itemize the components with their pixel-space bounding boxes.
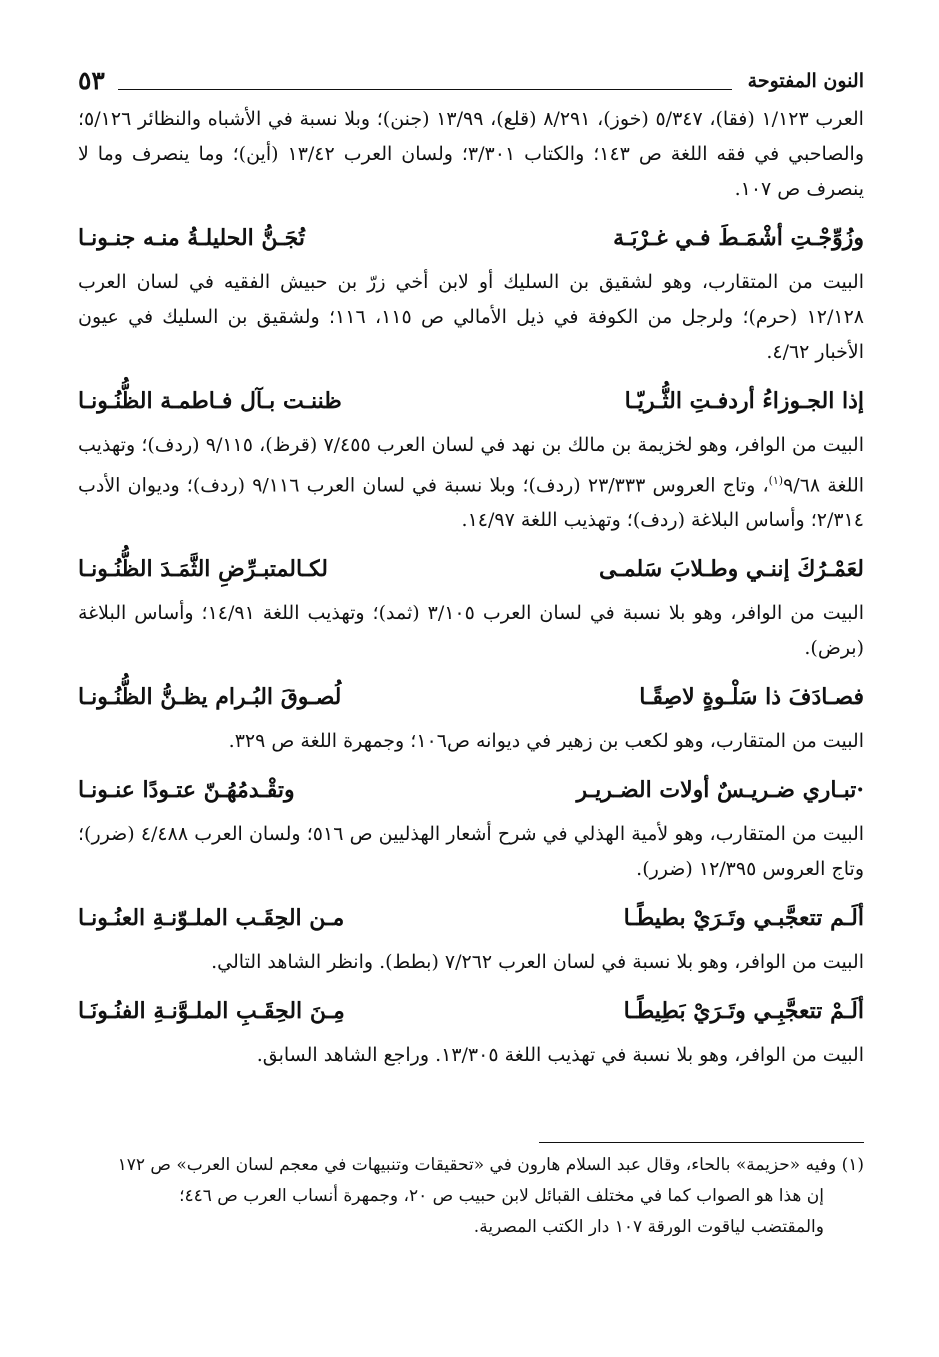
commentary-paragraph: البيت من الوافر، وهو بلا نسبة في لسان العرب ٣/١٠٥ (ثمد)؛ وتهذيب اللغة ١٤/٩١؛ وأساس البلاغة (برض).: [78, 602, 864, 660]
page: [78, 62, 864, 1073]
commentary-paragraph: البيت من المتقارب، وهو لأمية الهذلي في شرح أشعار الهذليين ص ٥١٦؛ ولسان العرب ٤/٤٨٨ (ضرر)؛ وتاج العروس ١٢/٣٩٥ (ضرر).: [78, 823, 865, 881]
commentary-paragraph: العرب ١/١٢٣ (فقا)، ٥/٣٤٧ (خوز)، ٨/٢٩١ (قلع)، ١٣/٩٩ (جنن)؛ وبلا نسبة في الأشباه والنظائر ٥/١٢٦؛ والصاحبي في فقه اللغة ص ١٤٣؛ والكتاب ٣/٣٠١؛ ولسان العرب ١٣/٤٢ (أين)؛ وما ينصرف وما لا ينصرف ص ١٠٧.: [78, 108, 864, 200]
verse-first-hemistich: فصـادَفَ ذا سَلْـوةٍ لاصِقًـا: [639, 684, 864, 711]
verse-first-hemistich: ·تبـاري ضـريـسٌ أولات الضـريـر: [576, 777, 864, 804]
verse: [78, 773, 864, 807]
header-rule: [118, 89, 732, 90]
verse-first-hemistich: لعَمْـرُكَ إننـي وطـلابَ سَلمـى: [598, 556, 864, 583]
verse-second-hemistich: لكـالمتبـرِّضِ الثَّمَـدَ الظُّنُـونـا: [78, 556, 328, 583]
footnote-rule: [539, 1142, 864, 1143]
verse-first-hemistich: ألَـم تتعجَّبـي وتَـرَيْ بطيطًـا: [623, 905, 864, 932]
verse-second-hemistich: ظننـت بـآل فـاطمـة الظُّنُـونـا: [78, 388, 342, 414]
verse-first-hemistich: ألَـمْ تتعجَّبِـي وتَـرَيْ بَطِيطًـا: [623, 998, 864, 1025]
verse-second-hemistich: تُجَـنُّ الحليلـةُ منـه جنـونـا: [78, 225, 305, 251]
commentary-text: ، وتاج العروس ٢٣/٣٣٣ (ردف)؛ وبلا نسبة في لسان العرب ٩/١١٦ (ردف)؛ وديوان الأدب ٢/٣١٤؛ وأساس البلاغة (ردف)؛ وتهذيب اللغة ١٤/٩٧.: [78, 474, 864, 532]
footnote-line: إن هذا هو الصواب كما في مختلف القبائل لابن حبيب ص ٢٠، وجمهرة أنساب العرب ص ٤٤٦؛: [179, 1186, 824, 1206]
running-title: النون المفتوحة: [747, 70, 864, 92]
commentary-paragraph: البيت من الوافر، وهو بلا نسبة في لسان العرب ٧/٢٦٢ (بطط). وانظر الشاهد التالي.: [211, 951, 864, 974]
commentary-paragraph: البيت من المتقارب، وهو لشقيق بن السليك أو لابن أخي زرّ بن حبيش الفقيه في لسان العرب ١٢/١٢٨ (حرم)؛ ولرجل من الكوفة في ذيل الأمالي ص ١١٥، ١١٦؛ ولشقيق بن السليك في عيون الأخبار ٤/٦٢.: [78, 271, 864, 363]
footnote-line: (١) وفيه «حزيمة» بالحاء، وقال عبد السلام هارون في «تحقيقات وتنبيهات في معجم لسان العرب» ص ١٧٢: [117, 1155, 864, 1175]
footnote-line: والمقتضب لياقوت الورقة ١٠٧ دار الكتب المصرية.: [473, 1217, 824, 1237]
commentary-text: البيت من الوافر، وهو لخزيمة بن مالك بن نهد في لسان العرب ٧/٤٥٥ (قرظ)، ٩/١١٥ (ردف)؛ وتهذيب اللغة ٩/٦٨: [78, 434, 865, 497]
verse-first-hemistich: وزُوِّجْـتِ أشْمَـطَ فـي غـرْبَـة: [613, 225, 864, 251]
commentary-paragraph: [78, 428, 864, 538]
verse-second-hemistich: وتقْـدمُهُـنّ عتـودًا عنـونـا: [78, 777, 295, 804]
footnote-marker[interactable]: (١): [768, 474, 784, 487]
verse: [78, 384, 864, 418]
page-header: [78, 62, 864, 102]
footnotes: [78, 1150, 864, 1243]
verse: [78, 901, 864, 935]
commentary-paragraph: البيت من الوافر، وهو بلا نسبة في تهذيب اللغة ١٣/٣٠٥. وراجع الشاهد السابق.: [256, 1044, 864, 1067]
verse-second-hemistich: لُصـوقَ البُـرام يظـنُّ الظُّنُـونـا: [78, 684, 342, 711]
verse-second-hemistich: مـن الحِقَـب الملـوّنـةِ العنُـونـا: [78, 905, 345, 932]
verse-first-hemistich: إذا الجـوزاءُ أردفـتِ الثُّـريّـا: [624, 388, 864, 414]
verse: [78, 680, 864, 714]
commentary-paragraph: البيت من المتقارب، وهو لكعب بن زهير في ديوانه ص١٠٦؛ وجمهرة اللغة ص ٣٢٩.: [228, 730, 864, 753]
verse: [78, 552, 864, 586]
page-number: ٥٣: [78, 66, 105, 95]
verse: [78, 994, 864, 1028]
verse: [78, 221, 864, 255]
verse-second-hemistich: مِـنَ الحِقَـبِ الملـوَّنـةِ الفنُـونَـا: [78, 998, 345, 1025]
